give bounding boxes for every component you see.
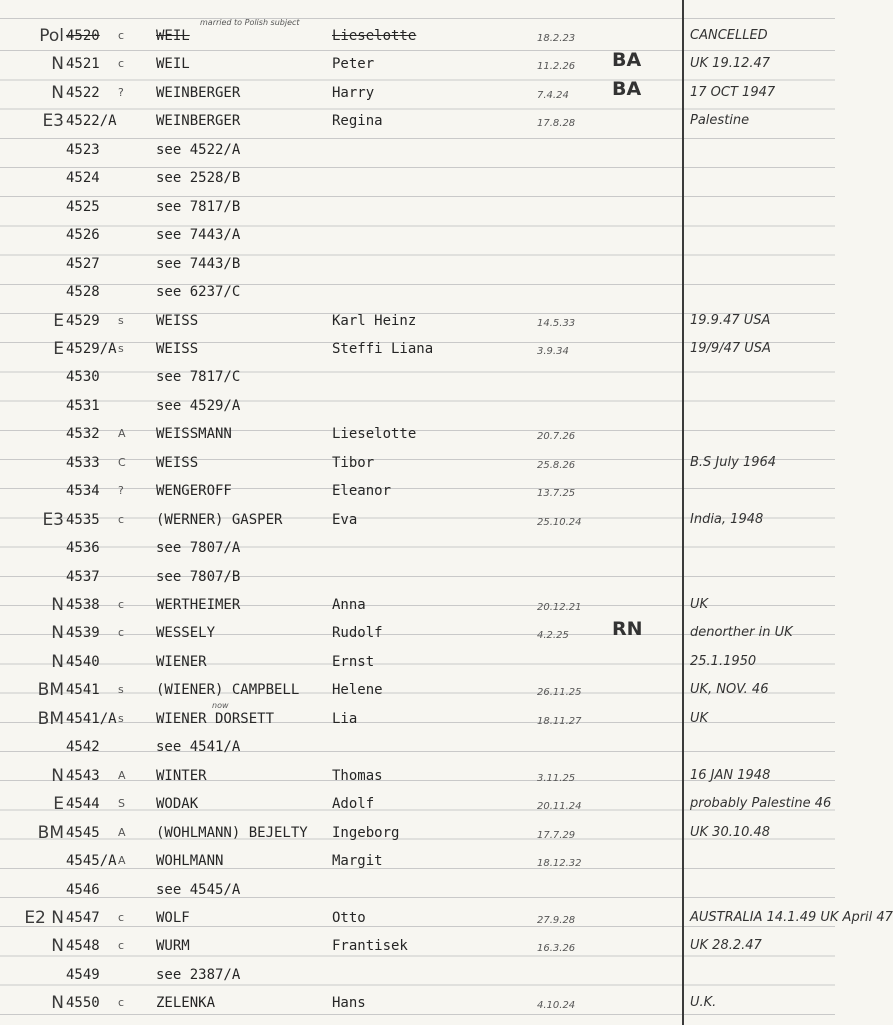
row-prefix: BM [37, 822, 64, 843]
row-num: 4542 [66, 739, 100, 756]
row-surname: WEIL [156, 56, 190, 73]
register-row [0, 762, 835, 790]
register-row [0, 221, 835, 249]
register-row [0, 904, 893, 932]
row-num: 4520 [66, 28, 100, 44]
row-surname: see 2528/B [156, 170, 241, 187]
row-prefix: N [51, 54, 64, 75]
row-note: 25.1.1950 [690, 653, 757, 669]
row-surname: see 4545/A [156, 881, 241, 898]
row-dob: 25.8.26 [537, 459, 576, 471]
row-num: 4521 [66, 56, 100, 73]
row-prefix: N [51, 993, 64, 1014]
row-note: UK [690, 710, 709, 726]
row-note: AUSTRALIA 14.1.49 UK April 47 [690, 909, 893, 925]
row-num: 4550 [66, 995, 100, 1012]
register-row [0, 250, 835, 278]
row-code: A [118, 825, 126, 839]
row-dob: 13.7.25 [537, 488, 576, 500]
register-row [0, 932, 835, 960]
row-annotation: married to Polish subject [200, 18, 300, 27]
row-note: 16 JAN 1948 [690, 767, 771, 783]
register-row [0, 591, 835, 619]
row-dob: 4.10.24 [537, 1000, 576, 1012]
row-num: 4524 [66, 170, 100, 187]
register-row [0, 335, 835, 363]
row-surname: (WOHLMANN) BEJELTY [156, 824, 308, 841]
row-prefix: BM [37, 708, 64, 729]
row-given: Steffi Liana [332, 340, 434, 357]
row-num: 4541 [66, 682, 100, 699]
register-row [0, 790, 835, 818]
row-num: 4540 [66, 653, 100, 670]
row-given: Anna [332, 597, 366, 613]
row-mid: BA [612, 77, 642, 100]
row-surname: see 7817/C [156, 369, 241, 386]
row-code: S [118, 797, 125, 811]
register-row [0, 819, 835, 847]
register-row [0, 107, 835, 135]
row-num: 4522 [66, 84, 100, 101]
register-row [0, 392, 835, 420]
row-dob: 17.7.29 [537, 829, 576, 841]
register-row [0, 420, 835, 448]
row-surname: WESSELY [156, 625, 216, 642]
row-num: 4539 [66, 625, 100, 642]
row-num: 4537 [66, 568, 100, 585]
row-num: 4541/A [66, 710, 117, 727]
row-num: 4529/A [66, 340, 117, 357]
row-num: 4528 [66, 284, 100, 301]
row-surname: WEISS [156, 340, 199, 357]
register-row [0, 307, 835, 335]
row-surname: WERTHEIMER [156, 597, 241, 613]
row-given: Lia [332, 710, 358, 727]
row-given: Frantisek [332, 938, 408, 955]
row-num: 4538 [66, 597, 100, 613]
row-prefix: E2 N [24, 907, 64, 928]
row-surname: (WERNER) GASPER [156, 511, 283, 528]
row-note: CANCELLED [690, 28, 768, 43]
row-prefix: N [51, 595, 64, 615]
row-note: 19/9/47 USA [690, 340, 771, 356]
row-surname: see 6237/C [156, 284, 241, 301]
row-note: India, 1948 [690, 511, 764, 527]
row-dob: 26.11.25 [537, 687, 582, 699]
row-surname: WEINBERGER [156, 113, 241, 130]
row-dob: 18.12.32 [537, 858, 582, 870]
row-prefix: E [53, 794, 64, 815]
row-dob: 18.2.23 [537, 33, 576, 44]
row-given: Regina [332, 113, 383, 130]
register-row [0, 700, 835, 733]
row-surname: WINTER [156, 767, 207, 784]
row-dob: 18.11.27 [537, 715, 582, 727]
row-surname: WODAK [156, 796, 199, 813]
row-dob: 3.9.34 [537, 345, 569, 357]
register-row [0, 278, 835, 306]
row-note: UK 28.2.47 [690, 938, 762, 954]
register-row [0, 989, 835, 1017]
row-dob: 16.3.26 [537, 943, 576, 955]
row-surname: WIENER [156, 653, 207, 670]
register-row [0, 563, 835, 591]
row-surname: see 2387/A [156, 966, 241, 983]
row-code: c [118, 512, 125, 526]
row-code: s [118, 313, 124, 327]
row-surname: see 7817/B [156, 198, 241, 215]
row-num: 4549 [66, 966, 100, 983]
register-row [0, 18, 835, 50]
row-given: Karl Heinz [332, 312, 417, 329]
row-code: c [118, 57, 125, 71]
row-code: c [118, 939, 125, 953]
row-surname: WURM [156, 938, 190, 955]
row-code: s [118, 711, 124, 725]
row-surname: see 7443/B [156, 255, 241, 272]
row-code: A [118, 427, 126, 441]
row-num: 4547 [66, 909, 100, 926]
row-surname: ZELENKA [156, 995, 216, 1012]
row-surname: see 4522/A [156, 141, 241, 158]
row-surname: see 4529/A [156, 397, 241, 414]
row-num: 4530 [66, 369, 100, 386]
row-dob: 4.2.25 [537, 630, 569, 642]
row-given: Eleanor [332, 483, 392, 500]
register-row [0, 676, 835, 704]
register-row [0, 193, 835, 221]
row-surname: WENGEROFF [156, 483, 232, 500]
row-num: 4529 [66, 312, 100, 329]
row-num: 4544 [66, 796, 100, 813]
row-given: Adolf [332, 796, 375, 813]
row-prefix: E [53, 310, 64, 331]
row-note: 17 OCT 1947 [690, 84, 776, 100]
register-row [0, 164, 835, 192]
row-prefix: BM [37, 680, 64, 701]
row-dob: 7.4.24 [537, 89, 569, 101]
row-given: Helene [332, 682, 383, 699]
row-annotation: now [212, 700, 229, 710]
row-surname: WEINBERGER [156, 84, 241, 101]
row-num: 4546 [66, 881, 100, 898]
row-dob: 25.10.24 [537, 516, 582, 528]
row-given: Rudolf [332, 625, 383, 642]
row-prefix: N [51, 936, 64, 957]
row-prefix: N [51, 651, 64, 672]
row-code: c [118, 626, 125, 640]
row-surname: WEISS [156, 312, 199, 329]
row-dob: 20.7.26 [537, 431, 576, 443]
register-row [0, 961, 835, 989]
register-row [0, 506, 835, 534]
row-num: 4531 [66, 397, 100, 414]
row-given: Peter [332, 56, 375, 73]
row-code: s [118, 341, 124, 355]
row-note: 19.9.47 USA [690, 312, 771, 328]
register-row [0, 534, 835, 562]
row-surname: WEIL [156, 28, 190, 44]
row-given: Thomas [332, 767, 383, 784]
register-row [0, 876, 835, 904]
row-num: 4535 [66, 511, 100, 528]
row-surname: see 4541/A [156, 739, 241, 756]
row-code: A [118, 854, 126, 868]
row-num: 4523 [66, 141, 100, 158]
row-mid: BA [612, 49, 642, 72]
row-num: 4534 [66, 483, 100, 500]
register-row [0, 449, 835, 477]
register-row [0, 79, 835, 107]
row-given: Eva [332, 511, 358, 528]
row-num: 4533 [66, 454, 100, 471]
row-code: ? [118, 85, 124, 99]
row-given: Lieselotte [332, 426, 417, 443]
row-surname: WOHLMANN [156, 853, 224, 870]
row-given: Hans [332, 995, 366, 1012]
row-prefix: N [51, 765, 64, 786]
row-surname: see 7443/A [156, 227, 241, 244]
row-note: UK, NOV. 46 [690, 682, 769, 698]
row-num: 4526 [66, 227, 100, 244]
row-num: 4522/A [66, 113, 117, 130]
register-row [0, 619, 835, 647]
row-prefix: E [53, 338, 64, 359]
row-dob: 27.9.28 [537, 914, 576, 926]
row-num: 4525 [66, 198, 100, 215]
row-note: Palestine [690, 113, 750, 129]
row-dob: 14.5.33 [537, 317, 576, 329]
row-dob: 20.11.24 [537, 801, 582, 813]
register-row [0, 847, 835, 875]
row-code: s [118, 683, 124, 697]
row-surname: (WIENER) CAMPBELL [156, 682, 300, 699]
register-row [0, 477, 835, 505]
row-note: denorther in UK [690, 625, 793, 641]
row-code: c [118, 996, 125, 1010]
row-num: 4536 [66, 540, 100, 557]
row-surname: WEISSMANN [156, 426, 232, 443]
row-given: Lieselotte [332, 28, 417, 44]
row-code: c [118, 29, 125, 42]
row-num: 4548 [66, 938, 100, 955]
row-surname: see 7807/B [156, 568, 241, 585]
row-code: ? [118, 484, 124, 498]
row-dob: 3.11.25 [537, 772, 576, 784]
row-num: 4532 [66, 426, 100, 443]
row-num: 4543 [66, 767, 100, 784]
row-note: U.K. [690, 995, 717, 1011]
row-given: Otto [332, 909, 366, 926]
row-num: 4545/A [66, 853, 117, 870]
register-row [0, 136, 835, 164]
row-note: UK 30.10.48 [690, 824, 771, 840]
row-note: B.S July 1964 [690, 454, 777, 470]
row-dob: 20.12.21 [537, 602, 582, 613]
row-prefix: Pol [39, 26, 64, 46]
row-given: Tibor [332, 454, 375, 471]
row-prefix: N [51, 82, 64, 103]
row-code: c [118, 910, 125, 924]
row-given: Margit [332, 853, 383, 870]
row-given: Ernst [332, 653, 375, 670]
row-dob: 17.8.28 [537, 118, 576, 130]
row-code: C [118, 455, 126, 469]
register-row [0, 648, 835, 676]
row-note: probably Palestine 46 [690, 796, 832, 812]
row-surname: WOLF [156, 909, 190, 926]
register-row [0, 50, 835, 78]
register-row [0, 363, 835, 391]
row-surname: WEISS [156, 454, 199, 471]
register-row [0, 733, 835, 761]
row-surname: see 7807/A [156, 540, 241, 557]
row-code: A [118, 768, 126, 782]
row-note: UK [690, 597, 709, 612]
row-surname: WIENER DORSETT [156, 710, 275, 727]
row-prefix: E3 [42, 509, 64, 530]
row-dob: 11.2.26 [537, 61, 576, 73]
row-prefix: E3 [42, 111, 64, 132]
row-given: Ingeborg [332, 824, 400, 841]
row-num: 4545 [66, 824, 100, 841]
row-given: Harry [332, 84, 375, 101]
row-mid: RN [612, 618, 643, 641]
row-code: c [118, 598, 125, 611]
row-num: 4527 [66, 255, 100, 272]
row-prefix: N [51, 623, 64, 644]
row-note: UK 19.12.47 [690, 56, 771, 72]
